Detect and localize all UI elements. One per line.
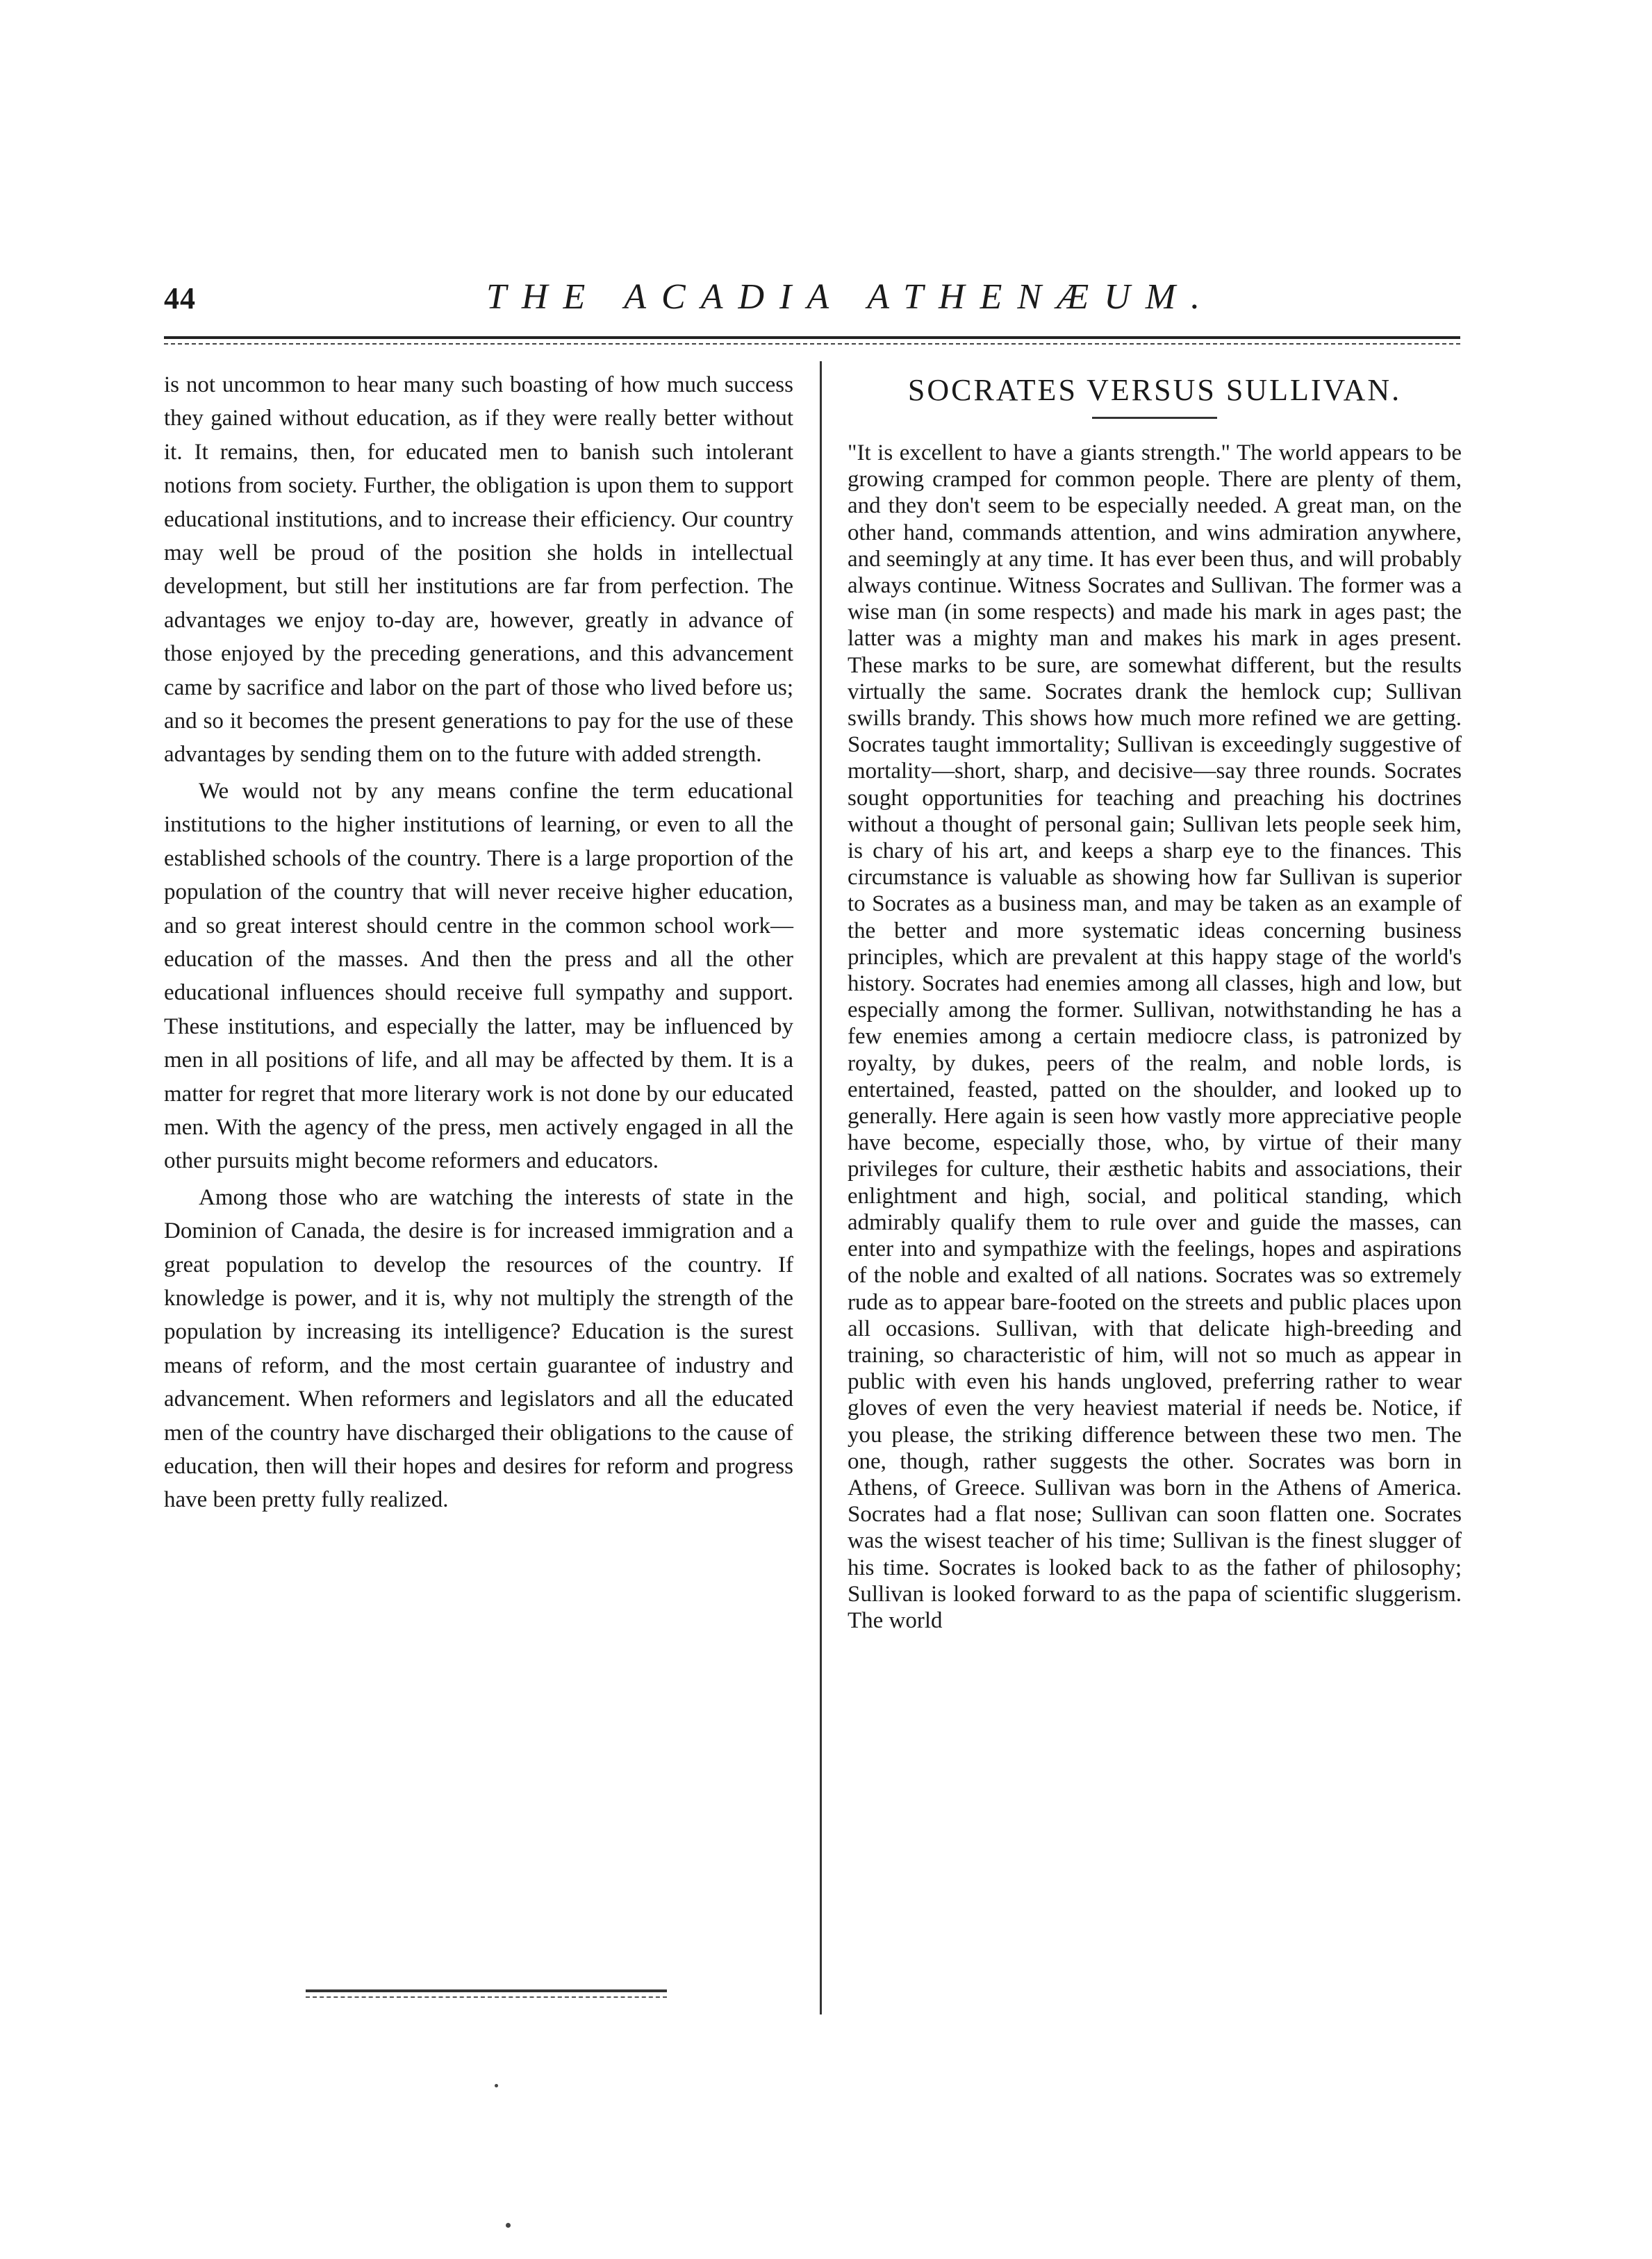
- column-divider: [820, 361, 822, 2014]
- right-column: [848, 368, 1462, 1634]
- left-paragraph-1: is not uncommon to hear many such boasting of how much success they gained without education, as if they were really better without it. It remains, then, for educated men to banish such intolerant notions from society. Further, the obligation is upon them to support educational institutions, and to increase their efficiency. Our country may well be proud of the position she holds in intellectual development, but still her institutions are far from perfection. The advantages we enjoy to-day are, however, greatly in advance of those enjoyed by the preceding generations, and this advancement came by sacrifice and labor on the part of those who lived before us; and so it becomes the present generations to pay for the use of these advantages by sending them on to the future with added strength.: [164, 372, 793, 768]
- header-rule-dashed: [164, 343, 1460, 345]
- print-speck: [506, 2223, 511, 2228]
- header-rule: [164, 336, 1460, 339]
- page-number: 44: [164, 281, 196, 315]
- end-of-article-rule-dashed: [306, 1996, 667, 1998]
- left-column: [164, 368, 793, 1520]
- article-title: SOCRATES VERSUS SULLIVAN.: [907, 373, 1402, 407]
- running-title: THE ACADIA ATHENÆUM.: [486, 277, 1216, 317]
- end-of-article-rule: [306, 1989, 667, 1992]
- title-rule: [1092, 417, 1217, 419]
- right-paragraph-1: "It is excellent to have a giants strength." The world appears to be growing cramped for common people. There are plenty of them, and they don't seem to be especially needed. A great man, on the other hand, commands attention, and wins admiration anywhere, and seemingly at any time. It has ever been thus, and will probably always continue. Witness Socrates and Sullivan. The former was a wise man (in some respects) and made his mark in ages past; the latter was a mighty man and makes his mark in ages present. These marks to be sure, are somewhat different, but the results virtually the same. Socrates drank the hemlock cup; Sullivan swills brandy. This shows how much more refined we are getting. Socrates taught immortality; Sullivan is exceedingly suggestive of mortality—short, sharp, and decisive—say three rounds. Socrates sought opportunities for teaching and preaching his doctrines without a thought of personal gain; Sullivan lets people seek him, is chary of his art, and keeps a sharp eye to the finances. This circumstance is valuable as showing how far Sullivan is superior to Socrates as a business man, and may be taken as an example of the better and more systematic ideas concerning business principles, which are prevalent at this happy stage of the world's history. Socrates had enemies among all classes, high and low, but especially among the former. Sullivan, notwithstanding he has a few enemies among a certain mediocre class, is patronized by royalty, by dukes, peers of the realm, and noble lords, is entertained, feasted, patted on the shoulder, and looked up to generally. Here again is seen how vastly more appreciative people have become, especially those, who, by virtue of their many privileges for culture, their æsthetic habits and associations, their enlightment and high, social, and political standing, which admirably qualify them to rule over and guide the masses, can enter into and sympathize with the feelings, hopes and aspirations of the noble and exalted of all nations. Socrates was so extremely rude as to appear bare-footed on the streets and public places upon all occasions. Sullivan, with that delicate high-breeding and training, so characteristic of him, will not so much as appear in public with even his hands ungloved, preferring rather to wear gloves of even the very heaviest material if needs be. Notice, if you please, the striking difference between these two men. The one, though, rather suggests the other. Socrates was born in Athens, of Greece. Sullivan was born in the Athens of America. Socrates had a flat nose; Sullivan can soon flatten one. Socrates was the wisest teacher of his time; Sullivan is the finest slugger of his time. Socrates is looked back to as the father of philosophy; Sullivan is looked forward to as the papa of scientific sluggerism. The world: [848, 440, 1462, 1633]
- left-paragraph-3: Among those who are watching the interests of state in the Dominion of Canada, the desire is for increased immigration and a great population to develop the resources of the country. If knowledge is power, and it is, why not multiply the strength of the population by increasing its intelligence? Education is the surest means of reform, and the most certain guarantee of industry and advancement. When reformers and legislators and all the educated men of the country have discharged their obligations to the cause of education, then will their hopes and desires for reform and progress have been pretty fully realized.: [164, 1184, 793, 1513]
- left-paragraph-2: We would not by any means confine the term educational institutions to the higher institutions of learning, or even to all the established schools of the country. There is a large proportion of the population of the country that will never receive higher education, and so great interest should centre in the common school work—education of the masses. And then the press and all the other educational influences should receive full sympathy and support. These institutions, and especially the latter, may be influenced by men in all positions of life, and all may be affected by them. It is a matter for regret that more literary work is not done by our educated men. With the agency of the press, men actively engaged in all the other pursuits might become reformers and educators.: [164, 778, 793, 1174]
- print-speck: [495, 2084, 498, 2087]
